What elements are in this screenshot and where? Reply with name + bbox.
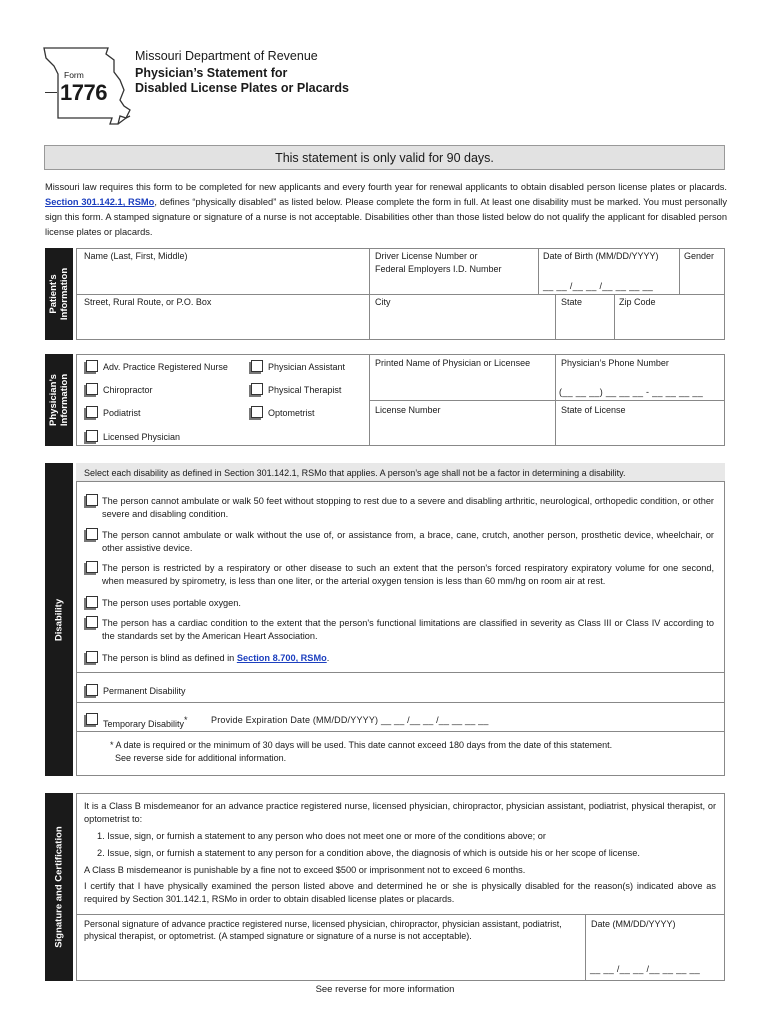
patient-col-divider-3 — [679, 248, 680, 294]
form-title-line2: Disabled License Plates or Placards — [135, 81, 349, 95]
signature-date-blank[interactable]: __ __ /__ __ /__ __ __ __ — [590, 964, 701, 974]
misdemeanor-penalty: A Class B misdemeanor is punishable by a fine not to exceed $500 or imprisonment not to exceed 6 months. — [84, 865, 526, 875]
physician-row-divider — [369, 400, 725, 401]
temporary-note-line2: See reverse side for additional information. — [115, 753, 287, 763]
blind-prefix: The person is blind as defined in — [102, 653, 237, 663]
disability-ambulate-50ft-text: The person cannot ambulate or walk 50 feet without stopping to rest due to a severe and disabling arthritic, neurological, orthopedic condition, or other severe and disabling condition. — [102, 496, 714, 519]
podiatrist-checkbox[interactable] — [86, 406, 98, 418]
patient-tab-line1: Patient’s — [48, 274, 59, 314]
physician-tab-line1: Physician’s — [48, 374, 59, 426]
state-field-label[interactable]: State — [561, 297, 583, 307]
disability-divider-1 — [76, 672, 725, 673]
disability-oxygen-text: The person uses portable oxygen. — [102, 598, 241, 608]
form-title-line1: Physician’s Statement for — [135, 66, 288, 80]
misdemeanor-item-1: 1. Issue, sign, or furnish a statement to any person who does not meet one or more of the conditions above; or — [97, 831, 546, 841]
apn-label: Adv. Practice Registered Nurse — [103, 362, 228, 372]
zip-field-label[interactable]: Zip Code — [619, 297, 656, 307]
disability-respiratory-checkbox[interactable] — [86, 561, 98, 573]
patient-info-tab — [45, 248, 73, 340]
disability-cardiac-text: The person has a cardiac condition to the extent that the person's functional limitations are classified in severity as Class III or Class IV according to the standards set by the American Heart Association. — [102, 618, 714, 641]
optometrist-checkbox[interactable] — [251, 406, 263, 418]
physician-tab-line2: Information — [59, 373, 70, 427]
license-number-field-label[interactable]: License Number — [375, 405, 441, 415]
disability-cardiac-checkbox[interactable] — [86, 616, 98, 628]
chiropractor-checkbox[interactable] — [86, 383, 98, 395]
disability-header: Select each disability as defined in Section 301.142.1, RSMo that applies. A person’s age shall not be a factor in determining a disability. — [76, 463, 725, 482]
disability-tab-label: Disability — [53, 598, 65, 641]
dob-blank[interactable]: __ __ /__ __ /__ __ __ __ — [543, 281, 654, 291]
disability-assistive-device-checkbox[interactable] — [86, 528, 98, 540]
signature-tab — [45, 793, 73, 981]
optometrist-label: Optometrist — [268, 408, 315, 418]
pa-label: Physician Assistant — [268, 362, 346, 372]
dl-number-field-label2: Federal Employers I.D. Number — [375, 264, 502, 274]
pt-label: Physical Therapist — [268, 385, 342, 395]
temporary-star: * — [184, 715, 188, 725]
physician-info-tab — [45, 354, 73, 446]
patient-tab-line2: Information — [59, 267, 70, 321]
disability-divider-2 — [76, 702, 725, 703]
certification-paragraph: I certify that I have physically examined the person listed above and determined he or she is physically disabled for the reason(s) indicated above as required by Section 301.142.1, RSMo in order to obtain disabled license plates or placards. — [84, 881, 716, 904]
phone-field-label[interactable]: Physician’s Phone Number — [561, 358, 669, 368]
misdemeanor-paragraph: It is a Class B misdemeanor for an advance practice registered nurse, licensed physician, chiropractor, physician assistant, podiatrist, physical therapist, or optometrist to: — [84, 801, 716, 824]
podiatrist-label: Podiatrist — [103, 408, 141, 418]
disability-respiratory-text: The person is restricted by a respiratory or other disease to such an extent that the person's forced respiratory expiratory volume for one second, when measured by spirometry, is less than one liter, or the arterial oxygen tension is less than 60 mm/hg on room air at rest. — [102, 563, 714, 586]
gender-field-label[interactable]: Gender — [684, 251, 715, 261]
temporary-disability-text: Temporary Disability — [103, 719, 185, 729]
intro-paragraph — [45, 180, 727, 240]
form-label: Form — [64, 70, 84, 80]
permanent-disability-checkbox[interactable] — [86, 684, 98, 696]
form-number: 1776 — [60, 80, 107, 105]
disability-oxygen-checkbox[interactable] — [86, 596, 98, 608]
temporary-disability-label — [103, 714, 188, 730]
intro-text-2: , defines “physically disabled” as listed below. Please complete the form in full. At least one disability must be marked. You must personally sign this form. A stamped signature or signature of a nurse is not acceptable. Disabilities other than those listed below do not qualify the applicant for disabled person license plates or placards. — [45, 197, 728, 237]
apn-checkbox[interactable] — [86, 360, 98, 372]
signature-row-divider — [76, 914, 725, 915]
dob-field-label[interactable]: Date of Birth (MM/DD/YYYY) — [543, 251, 659, 261]
temporary-note-line1: * A date is required or the minimum of 30 days will be used. This date cannot exceed 180 days from the date of this statement. — [110, 740, 613, 750]
signature-tab-label: Signature and Certification — [53, 826, 65, 948]
misdemeanor-item-2: 2. Issue, sign, or furnish a statement to any person for a condition above, the diagnosis of which is outside his or her scope of license. — [97, 848, 640, 858]
dl-number-field-label1[interactable]: Driver License Number or — [375, 251, 478, 261]
footer-note: See reverse for more information — [315, 984, 455, 995]
phone-blank[interactable]: (__ __ __) __ __ __ - __ __ __ __ — [559, 387, 704, 397]
disability-tab — [45, 463, 73, 776]
header-dash — [45, 92, 57, 93]
pa-checkbox[interactable] — [251, 360, 263, 372]
signature-col-divider — [585, 914, 586, 981]
street-field-label[interactable]: Street, Rural Route, or P.O. Box — [84, 297, 212, 307]
blind-suffix: . — [326, 653, 330, 663]
validity-banner: This statement is only valid for 90 days. — [44, 145, 725, 170]
patient-col-divider-4 — [555, 294, 556, 340]
permanent-disability-label: Permanent Disability — [103, 686, 186, 696]
patient-col-divider-1 — [369, 248, 370, 340]
signature-date-field-label[interactable]: Date (MM/DD/YYYY) — [591, 919, 676, 929]
disability-blind-text — [102, 652, 714, 665]
printed-name-field-label[interactable]: Printed Name of Physician or Licensee — [375, 358, 531, 368]
intro-text-1: Missouri law requires this form to be completed for new applicants and every fourth year for renewal applicants to obtain disabled person license plates or placards. — [45, 182, 727, 192]
patient-row-divider — [76, 294, 725, 295]
chiropractor-label: Chiropractor — [103, 385, 153, 395]
section-8700-link[interactable]: Section 8.700, RSMo — [236, 653, 327, 663]
section-301-link[interactable]: Section 301.142.1, RSMo — [45, 197, 155, 207]
signature-field[interactable]: Personal signature of advance practice registered nurse, licensed physician, chiropractor, physician assistant, podiatrist, physical therapist, or optometrist. (A stamped signature or signature of a nurse is not acceptable). — [84, 919, 562, 941]
temporary-disability-checkbox[interactable] — [86, 713, 98, 725]
disability-blind-checkbox[interactable] — [86, 651, 98, 663]
patient-col-divider-5 — [614, 294, 615, 340]
licensed-physician-label: Licensed Physician — [103, 432, 181, 442]
city-field-label[interactable]: City — [375, 297, 391, 307]
patient-col-divider-2 — [538, 248, 539, 294]
disability-assistive-device-text: The person cannot ambulate or walk without the use of, or assistance from, a brace, cane, crutch, another person, prosthetic device, wheelchair, or other assistive device. — [102, 530, 714, 553]
patient-name-field[interactable]: Name (Last, First, Middle) — [84, 251, 188, 261]
department-name: Missouri Department of Revenue — [135, 49, 318, 63]
licensed-physician-checkbox[interactable] — [86, 430, 98, 442]
disability-ambulate-50ft-checkbox[interactable] — [86, 494, 98, 506]
state-of-license-field-label[interactable]: State of License — [561, 405, 626, 415]
expiration-date-field[interactable]: Provide Expiration Date (MM/DD/YYYY) __ __ /__ __ /__ __ __ __ — [211, 715, 489, 725]
pt-checkbox[interactable] — [251, 383, 263, 395]
disability-divider-3 — [76, 731, 725, 732]
